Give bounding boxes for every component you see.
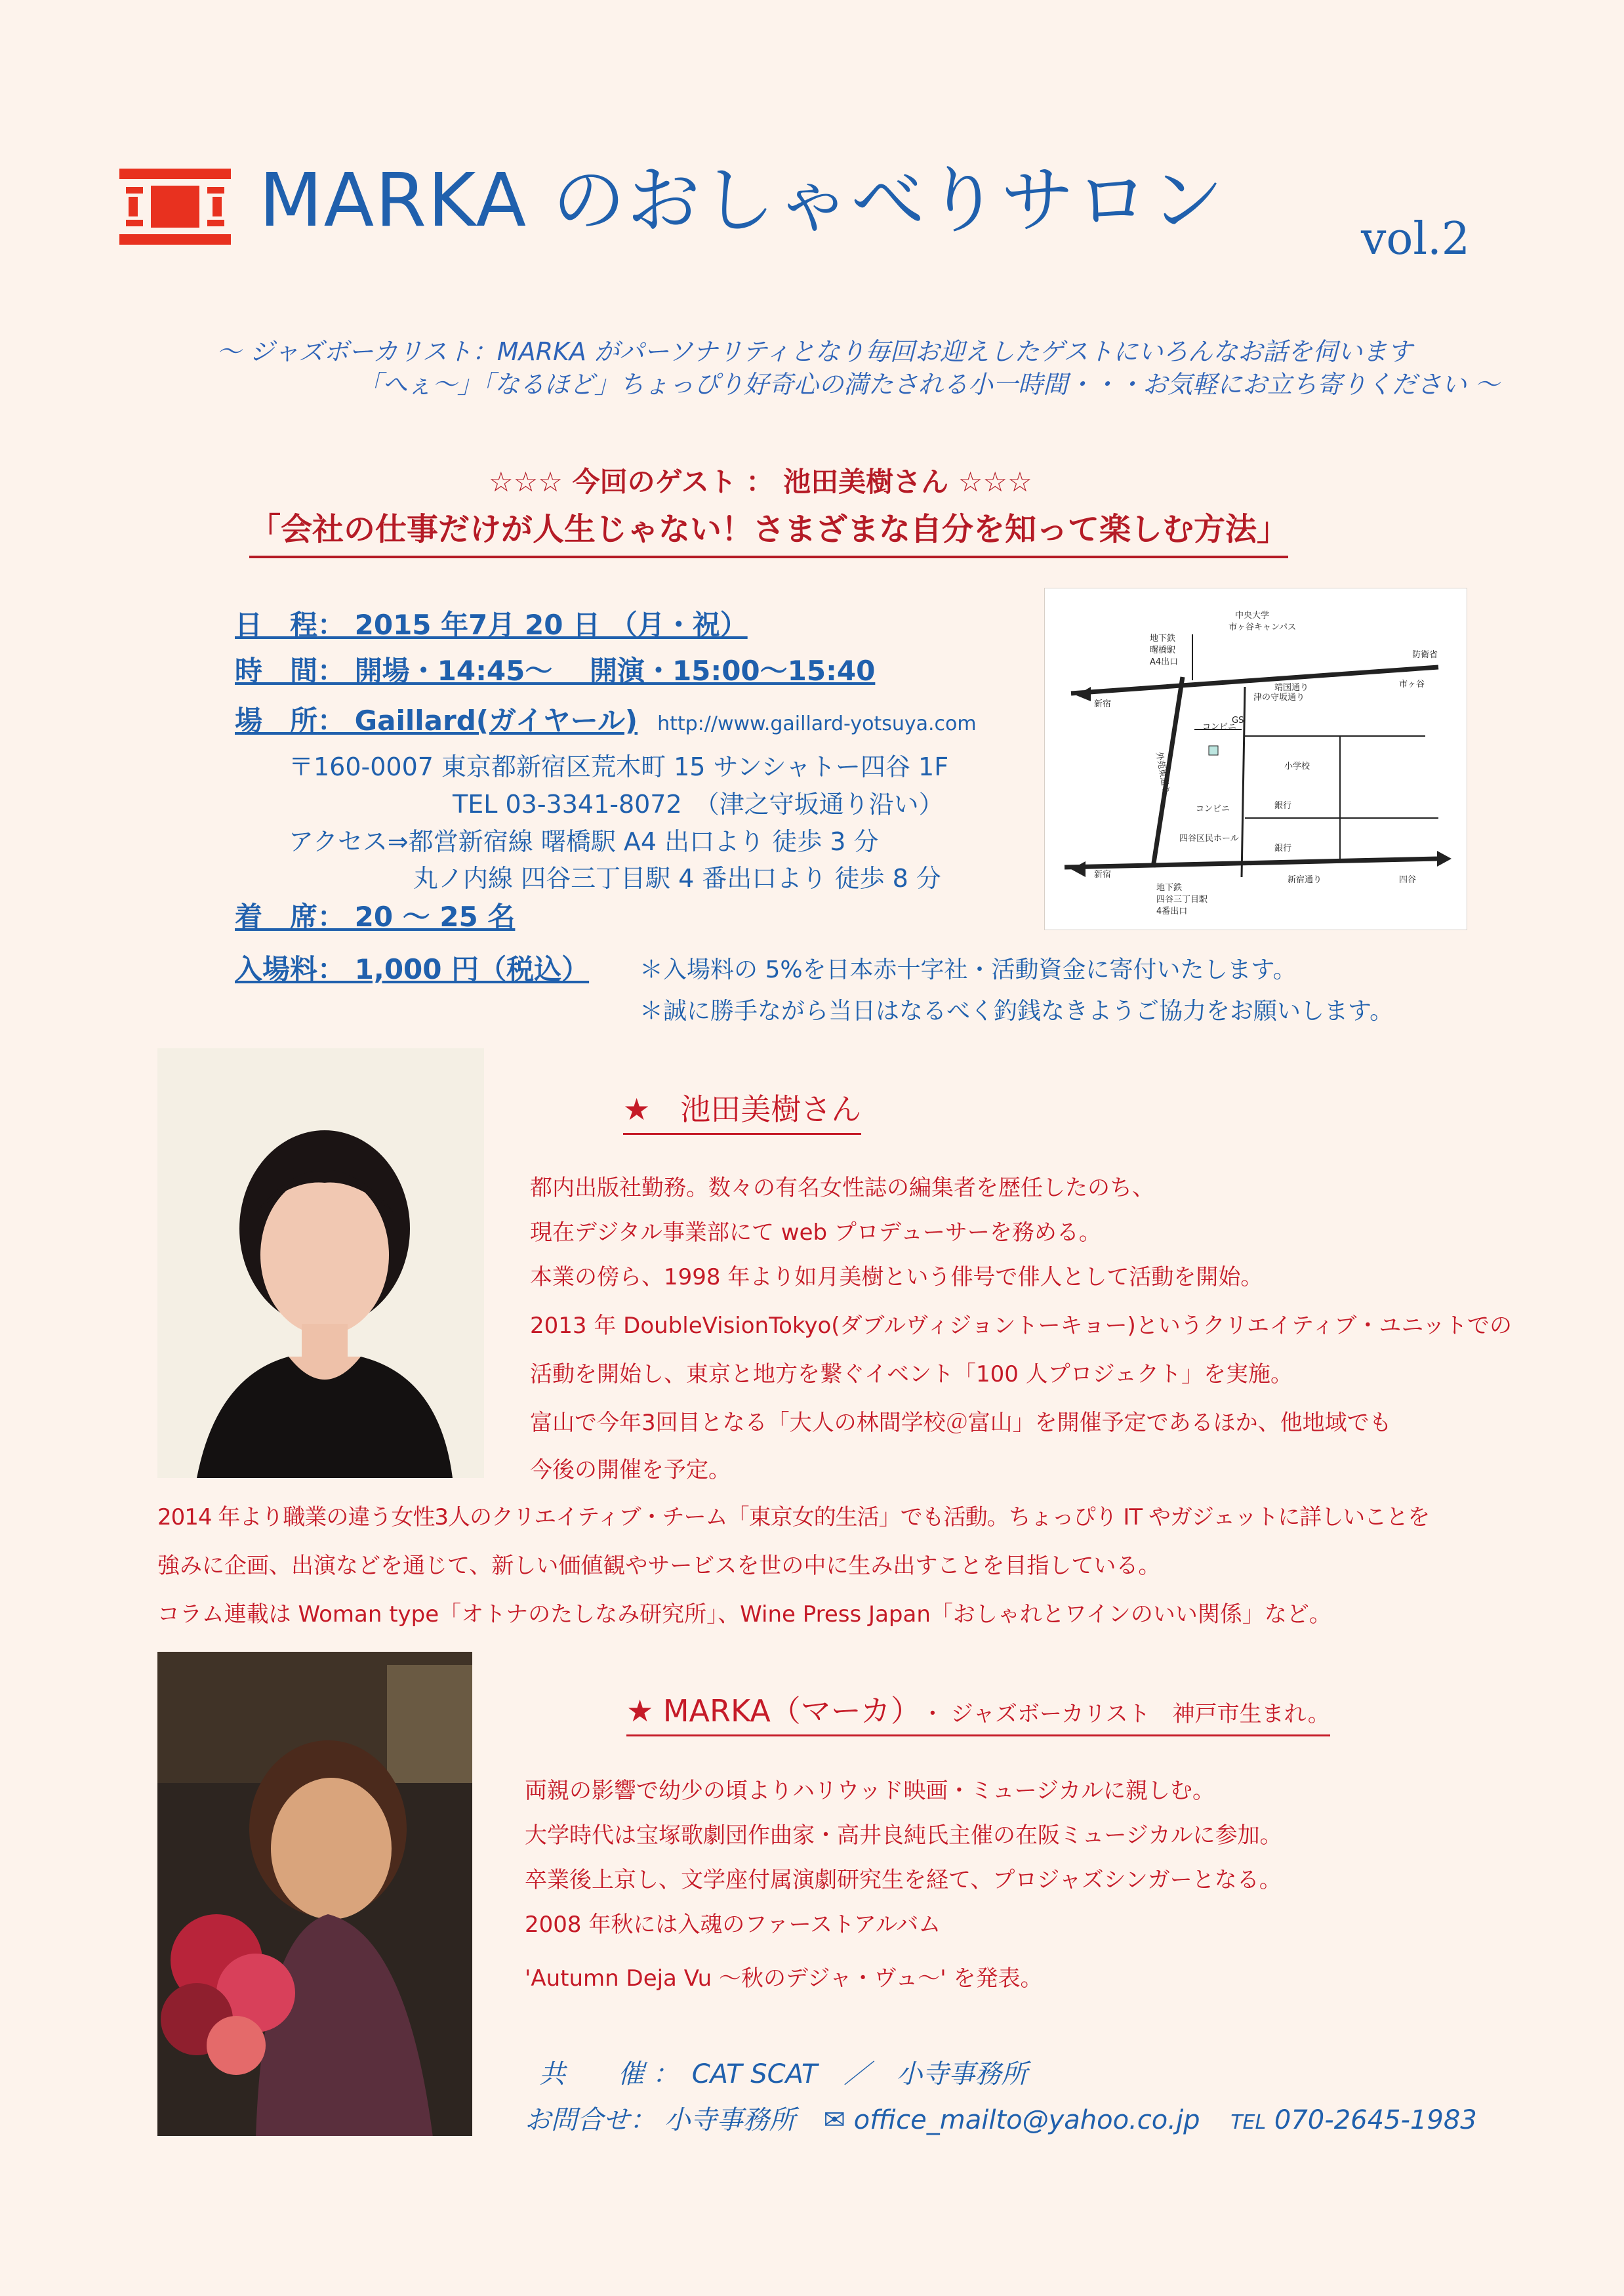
contact-line [525,2099,1477,2137]
marka-bio-line: 2008 年秋には入魂のファーストアルバム [525,1912,941,1938]
fee-row [235,948,589,987]
date-value: ： 2015 年7月 20 日 （月・祝） [317,609,748,641]
map-label-bank-1: 銀行 [1274,801,1292,811]
marka-bio-line: 大学時代は宝塚歌劇団作曲家・高井良純氏主催の在阪ミュージカルに参加。 [525,1822,1282,1849]
fee-note-2: ＊誠に勝手ながら当日はなるべく釣銭なきようご協力をお願いします。 [639,998,1394,1025]
marka-subtitle: ・ ジャズボーカリスト 神戸市生まれ。 [921,1701,1330,1727]
map-label-shinjuku-top: 新宿 [1094,699,1112,709]
marka-photo [157,1652,472,2136]
guest-bio-line: 都内出版社勤務。数々の有名女性誌の編集者を歴任したのち、 [530,1175,1154,1201]
guest-heading: ☆☆☆ 今回のゲスト ： 池田美樹さん ☆☆☆ [489,466,1032,498]
map-label-bank-2: 銀行 [1274,844,1292,853]
guest-bio-line: 2014 年より職業の違う女性3人のクリエイティブ・チーム「東京女的生活」でも活動。ちょっぴり IT やガジェットに詳しいことを [157,1504,1430,1530]
venue-marker [1209,746,1218,755]
page-title: MARKA のおしゃべりサロン [259,158,1225,243]
time-label: 時 間 [235,655,318,687]
marka-name: ★ MARKA（マーカ） [626,1693,906,1729]
venue-url-link[interactable]: http://www.gaillard-yotsuya.com [657,712,977,735]
map-label-yotsuya3-3: 4番出口 [1156,907,1188,916]
guest-bio-line: 今後の開催を予定。 [530,1457,731,1483]
place-value: ： Gaillard(ガイヤール) [317,705,638,737]
map-label-bousei: 防衛省 [1412,650,1438,660]
marka-profile-name [626,1687,1330,1736]
place-row [235,699,977,739]
guest-bio-line: 強みに企画、出演などを通じて、新しい価値観やサービスを世の中に生み出すことを目指している。 [157,1553,1161,1579]
place-label: 場 所 [235,705,318,737]
fee-note-1: ＊入場料の 5%を日本赤十字社・活動資金に寄付いたします。 [639,956,1297,983]
venue-tel: TEL 03-3341-8072 （津之守坂通り沿い） [453,790,944,819]
guest-profile-name: ★ 池田美樹さん [623,1086,861,1135]
date-row [235,604,748,643]
marka-logo [119,161,231,253]
intro-line-1: ～ ジャズボーカリスト：MARKA がパーソナリティとなり毎回お迎えしたゲストにいろんなお話を伺います [216,337,1413,366]
contact-label: お問合せ： 小寺事務所 [525,2105,796,2135]
map-shinjuku-road [1065,859,1438,867]
map-yasukuni-road [1071,667,1438,693]
guest-bio-line: 2013 年 DoubleVisionTokyo(ダブルヴィジョントーキョー)というクリエイティブ・ユニットでの [530,1313,1512,1339]
time-row [235,649,875,689]
seats-row [235,895,515,935]
map-label-akebonobashi-3: A4出口 [1150,657,1179,667]
map-label-ichigaya: 市ヶ谷 [1399,680,1425,689]
time-value: ： 開場・14:45～ 開演・15:00～15:40 [317,655,876,687]
map-label-akebonobashi-2: 曙橋駅 [1150,646,1176,655]
email-icon: ✉ [823,2105,845,2135]
access-line-2: 丸ノ内線 四谷三丁目駅 4 番出口より 徒歩 8 分 [413,864,941,893]
map-label-gs: GS [1232,716,1244,726]
seats-label: 着 席 [235,901,318,933]
guest-bio-line: 現在デジタル事業部にて web プロデューサーを務める。 [530,1220,1101,1246]
organizer-line: 共 催 ： CAT SCAT ／ 小寺事務所 [539,2059,1028,2089]
fee-value: ： 1,000 円（税込） [317,953,590,985]
contact-email-link[interactable]: office_mailto@yahoo.co.jp [853,2105,1200,2135]
map-label-tsunokami: 津の守坂通り [1253,693,1305,703]
venue-address: 〒160-0007 東京都新宿区荒木町 15 サンシャトー四谷 1F [289,752,949,781]
map-label-school: 小学校 [1284,762,1310,771]
map-label-cvs-1: コンビニ [1202,722,1237,732]
guest-bio-line: 富山で今年3回目となる「大人の林間学校＠富山」を開催予定であるほか、他地域でも [530,1410,1392,1436]
intro-line-2: 「へぇ～」「なるほど」ちょっぴり好奇心の満たされる小一時間・・・お気軽にお立ち寄りください ～ [357,370,1500,399]
map-label-yotsuya3-1: 地下鉄 [1156,883,1183,893]
marka-bio-line: 'Autumn Deja Vu ～秋のデジャ・ヴュ～' を発表。 [525,1965,1043,1992]
access-line-1: アクセス⇒都営新宿線 曙橋駅 A4 出口より 徒歩 3 分 [289,827,879,856]
map-label-yotsuya: 四谷 [1399,875,1417,885]
guest-bio-line: 本業の傍ら、1998 年より如月美樹という俳号で俳人として活動を開始。 [530,1264,1263,1290]
map-label-shinjuku-bottom: 新宿 [1094,870,1112,880]
map-label-gaien: 外苑東通り [1154,751,1171,795]
marka-bio-line: 卒業後上京し、文学座付属演劇研究生を経て、プロジャズシンガーとなる。 [525,1867,1282,1893]
access-map [1044,588,1467,930]
marka-bio-line: 両親の影響で幼少の頃よりハリウッド映画・ミュージカルに親しむ。 [525,1778,1215,1804]
phone-label: TEL [1230,2111,1267,2134]
map-label-cvs-2: コンビニ [1196,804,1230,814]
map-label-univ-2: 市ヶ谷キャンパス [1228,623,1297,632]
map-label-hall: 四谷区民ホール [1179,834,1239,844]
date-label: 日 程 [235,609,318,641]
map-label-univ: 中央大学 [1235,611,1270,621]
map-arrow-right-bottom [1437,851,1451,867]
contact-phone: 070-2645-1983 [1274,2105,1477,2135]
map-label-shinjuku-dori: 新宿通り [1288,875,1322,885]
map-label-yasukuni: 靖国通り [1274,683,1309,693]
guest-bio-line: 活動を開始し、東京と地方を繋ぐイベント「100 人プロジェクト」を実施。 [530,1361,1293,1387]
volume-label: vol.2 [1361,213,1470,265]
guest-bio-line: コラム連載は Woman type「オトナのたしなみ研究所」、Wine Press Japan「おしゃれとワインのいい関係」など。 [157,1601,1331,1628]
guest-photo [157,1048,484,1478]
seats-value: ： 20 ～ 25 名 [317,901,516,933]
map-label-yotsuya3-2: 四谷三丁目駅 [1156,895,1208,905]
map-arrow-left-bottom [1071,861,1086,877]
fee-label: 入場料 [235,953,318,985]
talk-theme: 「会社の仕事だけが人生じゃない！さまざまな自分を知って楽しむ方法」 [249,504,1288,558]
map-label-akebonobashi: 地下鉄 [1150,634,1176,644]
